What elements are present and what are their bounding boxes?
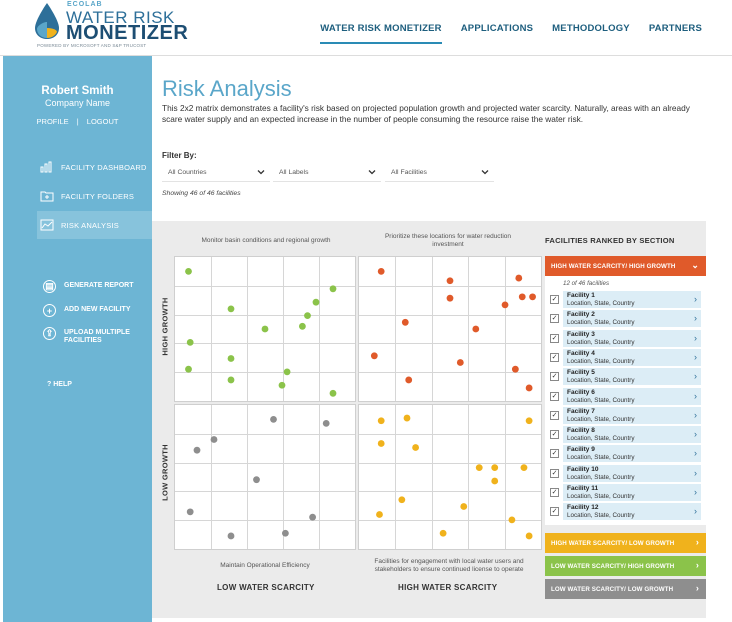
section-high-scarcity-high-growth[interactable] bbox=[545, 256, 706, 276]
logo-line-2: MONETIZER bbox=[66, 22, 189, 44]
facility-point[interactable] bbox=[378, 268, 385, 275]
facility-row[interactable] bbox=[550, 465, 701, 482]
upload-multiple-facilities-button[interactable] bbox=[43, 327, 134, 345]
sidebar-item-label: FACILITY FOLDERS bbox=[61, 191, 135, 201]
facility-point[interactable] bbox=[519, 293, 526, 300]
facility-info[interactable] bbox=[563, 503, 701, 520]
chevron-right-icon: › bbox=[694, 467, 697, 478]
facility-point[interactable] bbox=[515, 275, 522, 282]
label-filter-select[interactable] bbox=[273, 164, 381, 182]
plus-icon: + bbox=[43, 304, 56, 317]
facility-row[interactable] bbox=[550, 310, 701, 327]
section-high-scarcity-low-growth[interactable] bbox=[545, 533, 706, 553]
x-axis-high-scarcity: HIGH WATER SCARCITY bbox=[398, 583, 498, 592]
quadrant-grid-svg bbox=[359, 405, 541, 549]
facility-point[interactable] bbox=[378, 417, 385, 424]
facility-checkbox[interactable]: ✓ bbox=[551, 296, 558, 303]
line-chart-icon bbox=[40, 219, 54, 231]
facility-info[interactable] bbox=[563, 388, 701, 405]
sidebar bbox=[3, 56, 152, 622]
facility-row[interactable] bbox=[550, 445, 701, 462]
facility-point[interactable] bbox=[228, 533, 235, 540]
document-icon: ▤ bbox=[43, 280, 56, 293]
profile-separator: | bbox=[76, 117, 79, 126]
facility-name: Facility 7 bbox=[567, 407, 595, 415]
bar-chart-icon bbox=[40, 161, 54, 173]
facility-info[interactable] bbox=[563, 407, 701, 424]
nav-methodology[interactable]: METHODOLOGY bbox=[552, 23, 630, 34]
facility-location: Location, State, Country bbox=[567, 377, 635, 385]
facility-location: Location, State, Country bbox=[567, 415, 635, 423]
facility-point[interactable] bbox=[194, 447, 201, 454]
logout-link[interactable]: LOGOUT bbox=[86, 117, 119, 126]
facility-checkbox[interactable]: ✓ bbox=[551, 392, 558, 400]
x-axis-low-scarcity: LOW WATER SCARCITY bbox=[217, 583, 315, 592]
logo-powered-by: POWERED BY MICROSOFT AND S&P TRUCOST bbox=[37, 43, 147, 48]
y-axis-high-growth: HIGH GROWTH bbox=[160, 297, 170, 356]
facility-checkbox[interactable]: ✓ bbox=[551, 315, 558, 323]
quadrant-grid-svg bbox=[175, 405, 355, 549]
facility-name: Facility 3 bbox=[567, 330, 595, 338]
facility-checkbox[interactable]: ✓ bbox=[551, 373, 558, 381]
facility-point[interactable] bbox=[502, 301, 509, 308]
facility-info[interactable] bbox=[563, 368, 701, 385]
main-nav bbox=[320, 23, 702, 44]
section-label: HIGH WATER SCARCITY/ LOW GROWTH bbox=[551, 539, 675, 547]
generate-report-button[interactable] bbox=[43, 280, 134, 293]
facility-name: Facility 9 bbox=[567, 446, 595, 454]
facility-row[interactable] bbox=[550, 330, 701, 347]
facility-location: Location, State, Country bbox=[567, 473, 635, 481]
facility-point[interactable] bbox=[521, 464, 528, 471]
facility-name: Facility 2 bbox=[567, 311, 595, 319]
risk-matrix bbox=[174, 256, 542, 550]
water-drop-icon bbox=[33, 2, 61, 40]
facility-info[interactable] bbox=[563, 349, 701, 366]
logo-line-1: WATER RISK bbox=[66, 8, 175, 27]
facility-row[interactable] bbox=[550, 349, 701, 366]
facility-row[interactable] bbox=[550, 368, 701, 385]
top-left-note: Monitor basin conditions and regional growth bbox=[201, 237, 331, 244]
chevron-right-icon: › bbox=[695, 583, 699, 593]
facility-point[interactable] bbox=[529, 293, 536, 300]
bottom-right-note: Facilities for engagement with local water users and stakeholders to ensure continued license to operate bbox=[374, 558, 524, 573]
facility-point[interactable] bbox=[526, 385, 533, 392]
facility-point[interactable] bbox=[211, 436, 218, 443]
facility-name: Facility 12 bbox=[567, 504, 599, 512]
facility-location: Location, State, Country bbox=[567, 300, 635, 307]
facility-name: Facility 10 bbox=[567, 465, 599, 473]
bottom-left-note: Maintain Operational Efficiency bbox=[220, 562, 310, 569]
facility-point[interactable] bbox=[404, 415, 411, 422]
quadrant-high-scarcity-high-growth[interactable] bbox=[358, 256, 542, 402]
facility-info[interactable] bbox=[563, 291, 701, 308]
facility-point[interactable] bbox=[228, 306, 235, 313]
facility-checkbox[interactable]: ✓ bbox=[551, 508, 558, 516]
profile-links bbox=[3, 117, 152, 126]
facility-point[interactable] bbox=[491, 464, 498, 471]
section-label: HIGH WATER SCARCITY/ HIGH GROWTH bbox=[551, 262, 676, 270]
quadrant-grid-svg bbox=[175, 257, 355, 401]
facility-name: Facility 5 bbox=[567, 369, 595, 377]
facility-point[interactable] bbox=[323, 420, 330, 427]
facility-point[interactable] bbox=[330, 390, 337, 397]
facility-point[interactable] bbox=[412, 444, 419, 451]
user-name: Robert Smith bbox=[41, 85, 114, 97]
facility-info[interactable] bbox=[563, 426, 701, 443]
chevron-right-icon: › bbox=[695, 537, 699, 547]
facility-point[interactable] bbox=[187, 508, 194, 515]
facility-point[interactable] bbox=[405, 377, 412, 384]
facility-location: Location, State, Country bbox=[567, 338, 635, 346]
facility-name: Facility 4 bbox=[567, 349, 595, 357]
quadrant-grid-svg bbox=[359, 257, 541, 401]
nav-partners[interactable]: PARTNERS bbox=[648, 23, 702, 34]
facility-location: Location, State, Country bbox=[567, 357, 635, 365]
facility-point[interactable] bbox=[228, 377, 235, 384]
facility-point[interactable] bbox=[460, 503, 467, 510]
action-label: ADD NEW FACILITY bbox=[64, 306, 131, 313]
facility-point[interactable] bbox=[270, 416, 277, 423]
facility-point[interactable] bbox=[371, 352, 378, 359]
facility-checkbox[interactable]: ✓ bbox=[551, 411, 558, 419]
facility-row[interactable] bbox=[550, 388, 701, 405]
facility-row[interactable] bbox=[550, 484, 701, 501]
facility-point[interactable] bbox=[299, 323, 306, 330]
folder-icon bbox=[40, 190, 54, 202]
facility-checkbox[interactable]: ✓ bbox=[551, 353, 558, 361]
help-link[interactable]: ? HELP bbox=[47, 381, 72, 388]
facility-point[interactable] bbox=[187, 339, 194, 346]
facility-list bbox=[545, 276, 706, 525]
nav-applications[interactable]: APPLICATIONS bbox=[460, 23, 534, 34]
facility-point[interactable] bbox=[476, 464, 483, 471]
chevron-down-icon bbox=[368, 168, 376, 176]
showing-count: Showing 46 of 46 facilities bbox=[162, 190, 241, 197]
chevron-down-icon bbox=[481, 168, 489, 176]
action-label: GENERATE REPORT bbox=[64, 282, 134, 289]
top-right-note: Prioritize these locations for water reduction investment bbox=[384, 233, 512, 248]
nav-water-risk-monetizer[interactable]: WATER RISK MONETIZER bbox=[320, 23, 442, 44]
facility-location: Location, State, Country bbox=[567, 435, 635, 443]
select-value: All Labels bbox=[279, 169, 309, 176]
logo-brand: ECOLAB bbox=[67, 1, 103, 8]
chevron-right-icon: › bbox=[694, 409, 697, 420]
facility-name: Facility 11 bbox=[567, 485, 599, 492]
facility-location: Location, State, Country bbox=[567, 512, 635, 520]
upload-icon: ⇪ bbox=[43, 327, 56, 340]
facility-point[interactable] bbox=[309, 514, 316, 521]
facility-location: Location, State, Country bbox=[567, 454, 635, 462]
chevron-right-icon: › bbox=[695, 560, 699, 570]
chevron-right-icon: › bbox=[694, 429, 697, 440]
facility-filter-select[interactable] bbox=[385, 164, 494, 182]
facility-point[interactable] bbox=[304, 312, 311, 319]
top-header bbox=[0, 0, 732, 56]
facility-row[interactable] bbox=[550, 291, 701, 308]
facility-point[interactable] bbox=[284, 368, 291, 375]
chevron-right-icon: › bbox=[694, 313, 697, 324]
page-title: Risk Analysis bbox=[162, 76, 292, 101]
facility-location: Location, State, Country bbox=[567, 493, 635, 500]
section-label: LOW WATER SCARCITY/ HIGH GROWTH bbox=[551, 562, 675, 570]
chevron-right-icon: › bbox=[694, 371, 697, 382]
chevron-down-icon: ⌄ bbox=[691, 260, 699, 270]
chevron-right-icon: › bbox=[694, 332, 697, 343]
facility-point[interactable] bbox=[185, 268, 192, 275]
facility-point[interactable] bbox=[330, 285, 337, 292]
facility-row[interactable] bbox=[550, 503, 701, 520]
facility-point[interactable] bbox=[509, 516, 516, 523]
sidebar-item-facility-dashboard[interactable] bbox=[37, 153, 152, 181]
page-description: This 2x2 matrix demonstrates a facility's risk based on projected population growth and projected water scarcity. Naturally, areas with an already scare water supply and an expected increase in the number of people consuming the resource raise the water risk. bbox=[162, 103, 690, 124]
chevron-down-icon bbox=[257, 168, 265, 176]
chevron-right-icon: › bbox=[694, 487, 697, 497]
facility-point[interactable] bbox=[228, 355, 235, 362]
facility-info[interactable] bbox=[563, 330, 701, 347]
facility-name: Facility 1 bbox=[567, 292, 595, 299]
facility-point[interactable] bbox=[398, 496, 405, 503]
filter-label: Filter By: bbox=[162, 151, 197, 160]
ranking-title: FACILITIES RANKED BY SECTION bbox=[545, 236, 675, 245]
facility-row[interactable] bbox=[550, 407, 701, 424]
section-low-scarcity-high-growth[interactable] bbox=[545, 556, 706, 576]
facility-point[interactable] bbox=[185, 366, 192, 373]
facility-checkbox[interactable]: ✓ bbox=[551, 450, 558, 458]
facility-point[interactable] bbox=[526, 533, 533, 540]
facility-checkbox[interactable]: ✓ bbox=[551, 334, 558, 342]
facility-point[interactable] bbox=[282, 530, 289, 537]
facility-point[interactable] bbox=[526, 417, 533, 424]
facility-info[interactable] bbox=[563, 445, 701, 462]
facility-info[interactable] bbox=[563, 465, 701, 482]
facility-point[interactable] bbox=[376, 511, 383, 518]
facility-checkbox[interactable]: ✓ bbox=[551, 489, 558, 496]
sidebar-item-label: RISK ANALYSIS bbox=[61, 220, 119, 230]
chevron-right-icon: › bbox=[694, 506, 697, 517]
quadrant-high-scarcity-low-growth[interactable] bbox=[358, 404, 542, 550]
facility-location: Location, State, Country bbox=[567, 396, 635, 404]
facility-info[interactable] bbox=[563, 310, 701, 327]
app-logo[interactable] bbox=[33, 0, 189, 52]
sidebar-item-risk-analysis[interactable] bbox=[37, 211, 152, 239]
country-filter-select[interactable] bbox=[162, 164, 270, 182]
facility-info[interactable] bbox=[563, 484, 701, 501]
sidebar-item-label: FACILITY DASHBOARD bbox=[61, 162, 147, 172]
facility-row[interactable] bbox=[550, 426, 701, 443]
facility-point[interactable] bbox=[313, 299, 320, 306]
quadrant-low-scarcity-low-growth[interactable] bbox=[174, 404, 356, 550]
select-value: All Countries bbox=[168, 169, 207, 176]
select-value: All Facilities bbox=[391, 169, 427, 176]
facility-point[interactable] bbox=[440, 530, 447, 537]
facility-checkbox[interactable]: ✓ bbox=[551, 431, 558, 439]
facility-list-count: 12 of 46 facilities bbox=[563, 280, 610, 287]
chevron-right-icon: › bbox=[694, 390, 697, 401]
facility-point[interactable] bbox=[402, 319, 409, 326]
sidebar-item-facility-folders[interactable] bbox=[37, 182, 152, 210]
facility-checkbox[interactable]: ✓ bbox=[551, 469, 558, 477]
facility-point[interactable] bbox=[447, 277, 454, 284]
facility-point[interactable] bbox=[262, 326, 269, 333]
profile-link[interactable]: PROFILE bbox=[36, 117, 69, 126]
company-name: Company Name bbox=[44, 98, 111, 108]
facility-location: Location, State, Country bbox=[567, 319, 635, 327]
add-new-facility-button[interactable] bbox=[43, 304, 131, 317]
facility-point[interactable] bbox=[447, 295, 454, 302]
facility-point[interactable] bbox=[378, 440, 385, 447]
section-label: LOW WATER SCARCITY/ LOW GROWTH bbox=[551, 585, 674, 593]
chevron-right-icon: › bbox=[694, 448, 697, 459]
facility-point[interactable] bbox=[491, 478, 498, 485]
action-label: UPLOAD MULTIPLE FACILITIES bbox=[64, 329, 130, 344]
facility-point[interactable] bbox=[457, 359, 464, 366]
facility-point[interactable] bbox=[253, 476, 260, 483]
facility-point[interactable] bbox=[279, 382, 286, 389]
y-axis-low-growth: LOW GROWTH bbox=[160, 444, 170, 501]
quadrant-low-scarcity-high-growth[interactable] bbox=[174, 256, 356, 402]
section-low-scarcity-low-growth[interactable] bbox=[545, 579, 706, 599]
chevron-right-icon: › bbox=[694, 294, 697, 304]
facility-name: Facility 8 bbox=[567, 427, 595, 435]
chevron-right-icon: › bbox=[694, 351, 697, 362]
facility-point[interactable] bbox=[512, 366, 519, 373]
facility-point[interactable] bbox=[472, 326, 479, 333]
facility-name: Facility 6 bbox=[567, 388, 595, 396]
